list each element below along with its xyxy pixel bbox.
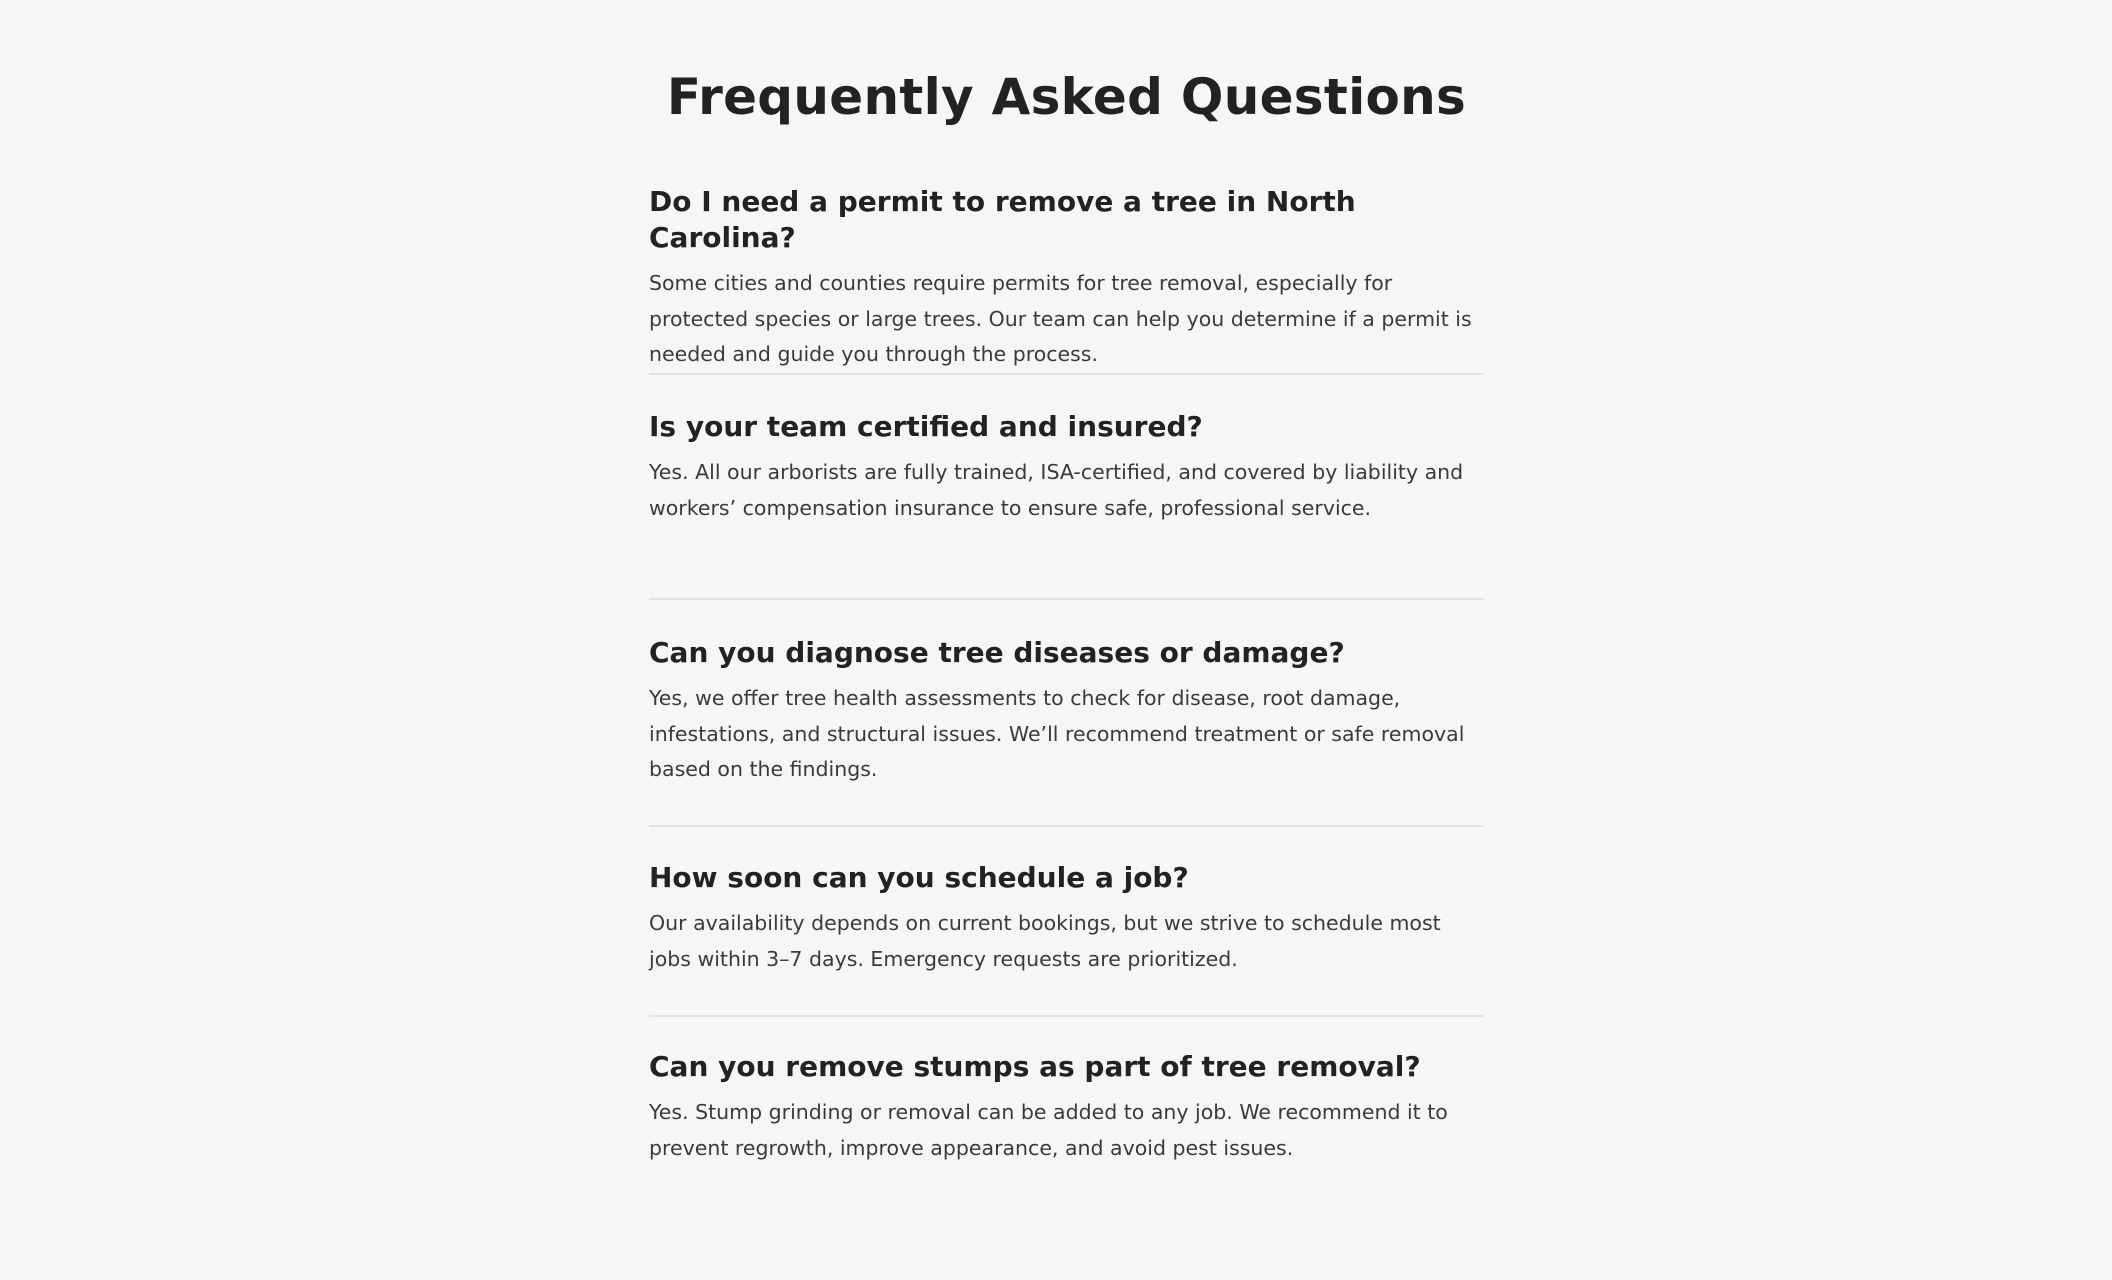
faq-item: [649, 860, 1484, 977]
divider: [649, 1015, 1484, 1017]
faq-answer: Yes. Stump grinding or removal can be added to any job. We recommend it to prevent regrowth, improve appearance, and avoid pest issues.: [649, 1100, 1448, 1160]
faq-question: Can you remove stumps as part of tree removal?: [649, 1050, 1421, 1083]
faq-item: [649, 635, 1484, 788]
faq-question: How soon can you schedule a job?: [649, 861, 1189, 894]
faq-answer: Our availability depends on current bookings, but we strive to schedule most jobs within 3–7 days. Emergency requests are prioritized.: [649, 911, 1441, 971]
faq-item: [649, 409, 1484, 526]
page-title: Frequently Asked Questions: [666, 68, 1467, 126]
faq-answer: Yes. All our arborists are fully trained, ISA-certified, and covered by liability and workers’ compensation insurance to ensure safe, professional service.: [649, 460, 1464, 520]
faq-answer: Some cities and counties require permits for tree removal, especially for protected species or large trees. Our team can help you determine if a permit is needed and guide you through the process.: [649, 271, 1472, 366]
faq-question: Is your team certified and insured?: [649, 410, 1203, 443]
divider: [649, 598, 1484, 600]
faq-answer: Yes, we offer tree health assessments to check for disease, root damage, infestations, and structural issues. We’ll recommend treatment or safe removal based on the findings.: [649, 686, 1465, 781]
faq-item: [649, 1049, 1484, 1166]
divider: [649, 825, 1484, 827]
divider: [649, 373, 1484, 375]
faq-item: [649, 184, 1484, 373]
faq-question: Can you diagnose tree diseases or damage?: [649, 636, 1345, 669]
faq-question: Do I need a permit to remove a tree in North Carolina?: [649, 185, 1356, 254]
